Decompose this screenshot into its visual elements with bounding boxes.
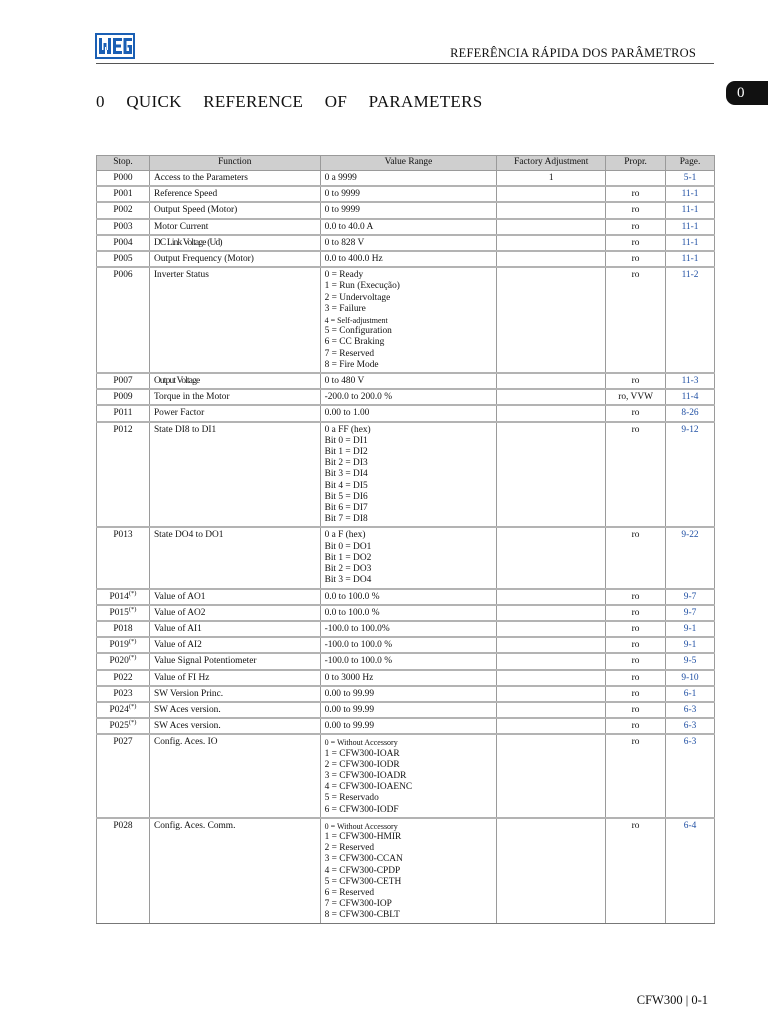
- table-row: [97, 637, 715, 653]
- param-function: Output Speed (Motor): [149, 202, 320, 218]
- param-page-link[interactable]: 9-12: [666, 422, 715, 528]
- param-code-cell: [97, 171, 150, 187]
- param-page-link[interactable]: 9-5: [666, 653, 715, 669]
- param-footnote-mark: (*): [128, 605, 137, 613]
- param-value-range: [320, 653, 497, 669]
- range-line: -100.0 to 100.0 %: [324, 640, 393, 651]
- range-line: -100.0 to 100.0 %: [324, 656, 393, 667]
- param-function: Value Signal Potentiometer: [149, 653, 320, 669]
- range-line: 0.0 to 100.0 %: [324, 591, 380, 602]
- param-code-cell: [97, 527, 150, 588]
- range-line: Bit 1 = DI2: [324, 447, 368, 458]
- param-code-cell: [97, 653, 150, 669]
- param-code: P025: [109, 721, 129, 732]
- param-factory-adjustment: [497, 527, 606, 588]
- table-row: [97, 734, 715, 817]
- table-row: [97, 589, 715, 605]
- col-header-property: Propr.: [606, 156, 666, 171]
- param-page-link[interactable]: 11-1: [666, 235, 715, 251]
- param-code-cell: [97, 621, 150, 637]
- range-line: Bit 1 = DO2: [324, 552, 372, 563]
- range-line: 0 = Without Accessory: [324, 738, 398, 748]
- param-property: ro: [606, 686, 666, 702]
- param-code: P009: [113, 392, 133, 403]
- param-code-cell: [97, 670, 150, 686]
- parameters-table: [96, 155, 715, 924]
- param-property: ro: [606, 702, 666, 718]
- param-code-cell: [97, 637, 150, 653]
- param-code-cell: [97, 818, 150, 923]
- range-line: 0 a F (hex): [324, 530, 366, 541]
- param-page-link[interactable]: 9-7: [666, 605, 715, 621]
- range-line: 8 = Fire Mode: [324, 359, 379, 370]
- param-factory-adjustment: [497, 219, 606, 235]
- param-code-cell: [97, 589, 150, 605]
- param-property: ro: [606, 373, 666, 389]
- range-line: 1 = CFW300-IOAR: [324, 748, 400, 759]
- param-page-link[interactable]: 11-3: [666, 373, 715, 389]
- range-line: 3 = CFW300-CCAN: [324, 854, 403, 865]
- col-header-value-range: Value Range: [320, 156, 497, 171]
- table-row: [97, 621, 715, 637]
- table-row: [97, 718, 715, 734]
- param-property: ro: [606, 589, 666, 605]
- range-line: Bit 2 = DI3: [324, 458, 368, 469]
- param-code-cell: [97, 251, 150, 267]
- param-value-range: [320, 219, 497, 235]
- param-code: P000: [113, 173, 133, 183]
- range-line: 1 = Run (Execução): [324, 281, 400, 292]
- param-page-link[interactable]: 9-7: [666, 589, 715, 605]
- range-line: 5 = Reservado: [324, 793, 379, 804]
- range-line: 0 to 3000 Hz: [324, 672, 374, 683]
- range-line: 7 = Reserved: [324, 348, 375, 359]
- param-page-link[interactable]: 9-1: [666, 621, 715, 637]
- param-page-link[interactable]: 6-1: [666, 686, 715, 702]
- param-factory-adjustment: [497, 734, 606, 817]
- param-code: P028: [113, 820, 133, 831]
- table-row: [97, 527, 715, 588]
- range-line: 0.00 to 99.99: [324, 704, 375, 715]
- param-property: ro: [606, 422, 666, 528]
- col-header-stop: Stop.: [97, 156, 150, 171]
- range-line: 0.00 to 1.00: [324, 408, 370, 419]
- param-code: P014: [109, 591, 129, 602]
- param-code: P022: [113, 672, 133, 683]
- param-page-link[interactable]: 11-1: [666, 202, 715, 218]
- range-line: Bit 5 = DI6: [324, 491, 368, 502]
- param-page-link[interactable]: 5-1: [666, 171, 715, 187]
- col-header-page: Page.: [666, 156, 715, 171]
- param-factory-adjustment: [497, 422, 606, 528]
- param-property: ro: [606, 527, 666, 588]
- param-property: ro: [606, 405, 666, 421]
- range-line: -200.0 to 200.0 %: [324, 392, 393, 403]
- param-value-range: [320, 527, 497, 588]
- table-row: [97, 653, 715, 669]
- param-function: Value of AO2: [149, 605, 320, 621]
- param-function: Inverter Status: [149, 267, 320, 373]
- range-line: 0.0 to 400.0 Hz: [324, 254, 383, 265]
- range-line: 2 = Reserved: [324, 843, 375, 854]
- param-factory-adjustment: [497, 621, 606, 637]
- param-code: P001: [113, 189, 133, 200]
- param-page-link[interactable]: 6-3: [666, 718, 715, 734]
- param-footnote-mark: (*): [128, 654, 137, 662]
- param-property: ro: [606, 718, 666, 734]
- param-property: ro: [606, 670, 666, 686]
- param-code-cell: [97, 389, 150, 405]
- param-page-link[interactable]: 9-22: [666, 527, 715, 588]
- table-row: [97, 373, 715, 389]
- param-factory-adjustment: [497, 637, 606, 653]
- range-line: Bit 3 = DO4: [324, 575, 372, 586]
- range-line: 1 = CFW300-HMIR: [324, 831, 402, 842]
- table-row: [97, 202, 715, 218]
- table-row: [97, 405, 715, 421]
- param-property: ro: [606, 219, 666, 235]
- param-property: ro: [606, 186, 666, 202]
- range-line: 6 = CC Braking: [324, 337, 385, 348]
- param-factory-adjustment: [497, 670, 606, 686]
- param-code: P011: [113, 408, 133, 419]
- param-code-cell: [97, 734, 150, 817]
- chapter-tab[interactable]: 0: [726, 81, 768, 105]
- param-value-range: [320, 637, 497, 653]
- param-code: P007: [113, 376, 133, 387]
- param-function: Value of FI Hz: [149, 670, 320, 686]
- param-function: DC Link Voltage (Ud): [149, 235, 320, 251]
- range-line: 0.0 to 100.0 %: [324, 607, 380, 618]
- param-code-cell: [97, 422, 150, 528]
- param-factory-adjustment: [497, 605, 606, 621]
- param-value-range: [320, 235, 497, 251]
- param-value-range: [320, 251, 497, 267]
- range-line: 0.00 to 99.99: [324, 721, 375, 732]
- range-line: 0.00 to 99.99: [324, 688, 375, 699]
- param-code-cell: [97, 235, 150, 251]
- range-line: 0 = Without Accessory: [324, 821, 398, 831]
- range-line: 0.0 to 40.0 A: [324, 221, 374, 232]
- param-value-range: [320, 267, 497, 373]
- param-page-link[interactable]: 11-1: [666, 219, 715, 235]
- param-property: ro: [606, 621, 666, 637]
- param-function: Power Factor: [149, 405, 320, 421]
- range-line: 0 = Ready: [324, 270, 364, 281]
- param-value-range: [320, 686, 497, 702]
- range-line: 0 to 9999: [324, 189, 360, 200]
- param-factory-adjustment: [497, 235, 606, 251]
- header-rule: [96, 63, 714, 64]
- page-title: 0 QUICK REFERENCE OF PARAMETERS: [96, 92, 483, 111]
- table-row: [97, 605, 715, 621]
- param-property: ro: [606, 235, 666, 251]
- header-title: REFERÊNCIA RÁPIDA DOS PARÂMETROS: [450, 46, 696, 60]
- param-page-link[interactable]: 11-1: [666, 186, 715, 202]
- range-line: Bit 0 = DI1: [324, 435, 368, 446]
- param-value-range: [320, 670, 497, 686]
- param-value-range: [320, 589, 497, 605]
- param-code: P004: [113, 237, 133, 248]
- param-footnote-mark: (*): [128, 719, 137, 727]
- param-factory-adjustment: [497, 702, 606, 718]
- table-row: [97, 235, 715, 251]
- param-value-range: [320, 605, 497, 621]
- param-value-range: [320, 422, 497, 528]
- table-row: [97, 702, 715, 718]
- range-line: 7 = CFW300-IOP: [324, 899, 392, 910]
- param-page-link[interactable]: 8-26: [666, 405, 715, 421]
- param-code-cell: [97, 718, 150, 734]
- range-line: 0 to 480 V: [324, 376, 365, 387]
- param-factory-adjustment: [497, 405, 606, 421]
- table-row: [97, 389, 715, 405]
- range-line: 0 a 9999: [324, 173, 357, 183]
- col-header-function: Function: [149, 156, 320, 171]
- range-line: 0 to 9999: [324, 205, 360, 216]
- param-property: ro: [606, 267, 666, 373]
- param-property: ro: [606, 734, 666, 817]
- param-function: SW Aces version.: [149, 718, 320, 734]
- param-footnote-mark: (*): [128, 702, 137, 710]
- param-value-range: [320, 621, 497, 637]
- param-code-cell: [97, 405, 150, 421]
- param-value-range: [320, 818, 497, 923]
- param-function: Reference Speed: [149, 186, 320, 202]
- param-footnote-mark: (*): [128, 589, 137, 597]
- range-line: 3 = CFW300-IOADR: [324, 770, 407, 781]
- param-page-link[interactable]: 6-3: [666, 702, 715, 718]
- range-line: 2 = CFW300-IODR: [324, 759, 400, 770]
- param-value-range: [320, 202, 497, 218]
- table-row: [97, 686, 715, 702]
- param-function: Value of AI2: [149, 637, 320, 653]
- table-header-row: [97, 156, 715, 171]
- param-footnote-mark: (*): [128, 638, 137, 646]
- param-page-link[interactable]: 11-1: [666, 251, 715, 267]
- param-value-range: [320, 389, 497, 405]
- range-line: 4 = CFW300-IOAENC: [324, 782, 413, 793]
- range-line: 0 a FF (hex): [324, 424, 371, 435]
- table-row: [97, 670, 715, 686]
- param-page-link[interactable]: 11-2: [666, 267, 715, 373]
- param-factory-adjustment: [497, 251, 606, 267]
- param-value-range: [320, 373, 497, 389]
- table-row: [97, 422, 715, 528]
- param-function: Access to the Parameters: [149, 171, 320, 187]
- range-line: 6 = Reserved: [324, 887, 375, 898]
- param-page-link[interactable]: 6-4: [666, 818, 715, 923]
- range-line: 5 = CFW300-CETH: [324, 876, 402, 887]
- param-factory-adjustment: [497, 818, 606, 923]
- table-row: [97, 171, 715, 187]
- param-code: P027: [113, 737, 133, 748]
- param-code-cell: [97, 686, 150, 702]
- param-function: SW Aces version.: [149, 702, 320, 718]
- param-property: ro: [606, 637, 666, 653]
- table-row: [97, 219, 715, 235]
- param-value-range: [320, 171, 497, 187]
- param-factory-adjustment: [497, 389, 606, 405]
- param-code: P013: [113, 530, 133, 541]
- param-code: P020: [109, 656, 129, 667]
- range-line: Bit 3 = DI4: [324, 469, 368, 480]
- param-code: P015: [109, 607, 129, 618]
- param-property: ro: [606, 605, 666, 621]
- param-factory-adjustment: [497, 202, 606, 218]
- param-property: ro, VVW: [606, 389, 666, 405]
- param-code: P018: [113, 623, 133, 634]
- range-line: -100.0 to 100.0%: [324, 623, 390, 634]
- param-value-range: [320, 186, 497, 202]
- param-factory-adjustment: [497, 718, 606, 734]
- range-line: Bit 2 = DO3: [324, 564, 372, 575]
- param-code: P006: [113, 270, 133, 281]
- param-code: P024: [109, 704, 129, 715]
- range-line: Bit 4 = DI5: [324, 480, 368, 491]
- col-header-factory-adjustment: Factory Adjustment: [497, 156, 606, 171]
- range-line: 6 = CFW300-IODF: [324, 804, 399, 815]
- table-body: [97, 171, 715, 924]
- param-code: P012: [113, 424, 133, 435]
- range-line: 8 = CFW300-CBLT: [324, 910, 400, 921]
- param-code: P003: [113, 221, 133, 232]
- range-line: Bit 0 = DO1: [324, 541, 372, 552]
- param-factory-adjustment: [497, 267, 606, 373]
- param-value-range: [320, 734, 497, 817]
- range-line: 3 = Failure: [324, 303, 366, 314]
- param-page-link[interactable]: 6-3: [666, 734, 715, 817]
- param-code: P023: [113, 688, 133, 699]
- param-property: ro: [606, 653, 666, 669]
- param-function: State DI8 to DI1: [149, 422, 320, 528]
- weg-logo: [95, 33, 135, 59]
- param-page-link[interactable]: 9-1: [666, 637, 715, 653]
- param-value-range: [320, 702, 497, 718]
- param-page-link[interactable]: 11-4: [666, 389, 715, 405]
- param-code: P005: [113, 254, 133, 265]
- param-factory-adjustment: [497, 589, 606, 605]
- table-row: [97, 186, 715, 202]
- param-function: Output Voltage: [149, 373, 320, 389]
- param-value-range: [320, 718, 497, 734]
- param-property: ro: [606, 202, 666, 218]
- param-property: [606, 171, 666, 187]
- range-line: 4 = CFW300-CPDP: [324, 865, 401, 876]
- param-factory-adjustment: [497, 373, 606, 389]
- param-code-cell: [97, 373, 150, 389]
- param-function: Motor Current: [149, 219, 320, 235]
- param-code-cell: [97, 267, 150, 373]
- param-code-cell: [97, 186, 150, 202]
- param-function: Output Frequency (Motor): [149, 251, 320, 267]
- param-factory-adjustment: [497, 653, 606, 669]
- table-row: [97, 818, 715, 923]
- table-row: [97, 251, 715, 267]
- param-code: P002: [113, 205, 133, 216]
- param-function: Value of AI1: [149, 621, 320, 637]
- param-value-range: [320, 405, 497, 421]
- param-code-cell: [97, 202, 150, 218]
- param-function: SW Version Princ.: [149, 686, 320, 702]
- range-line: Bit 6 = DI7: [324, 503, 368, 514]
- range-line: 4 = Self-adjustment: [324, 316, 388, 326]
- range-line: 5 = Configuration: [324, 326, 392, 337]
- range-line: Bit 7 = DI8: [324, 514, 368, 525]
- param-factory-adjustment: 1: [497, 171, 606, 187]
- range-line: 0 to 828 V: [324, 237, 365, 248]
- param-code-cell: [97, 219, 150, 235]
- param-function: Torque in the Motor: [149, 389, 320, 405]
- param-factory-adjustment: [497, 186, 606, 202]
- param-factory-adjustment: [497, 686, 606, 702]
- param-function: Config. Aces. IO: [149, 734, 320, 817]
- param-code: P019: [109, 640, 129, 651]
- param-code-cell: [97, 702, 150, 718]
- param-function: State DO4 to DO1: [149, 527, 320, 588]
- range-line: 2 = Undervoltage: [324, 292, 391, 303]
- table-row: [97, 267, 715, 373]
- param-property: ro: [606, 251, 666, 267]
- page-footer: CFW300 | 0-1: [636, 993, 708, 1007]
- param-code-cell: [97, 605, 150, 621]
- param-page-link[interactable]: 9-10: [666, 670, 715, 686]
- param-function: Config. Aces. Comm.: [149, 818, 320, 923]
- param-function: Value of AO1: [149, 589, 320, 605]
- param-property: ro: [606, 818, 666, 923]
